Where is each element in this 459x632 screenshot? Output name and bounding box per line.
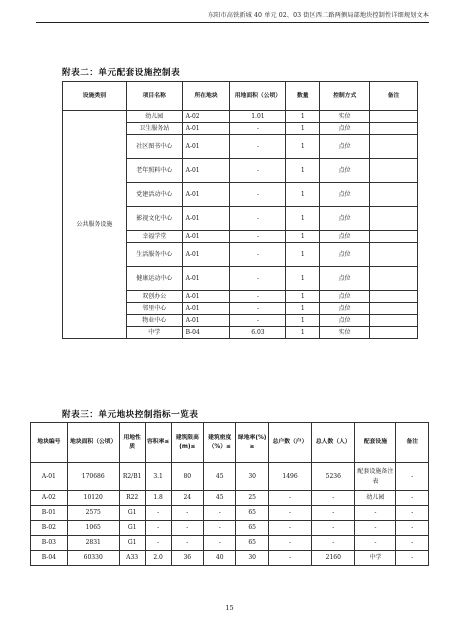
ctrl-cell: 点位	[320, 135, 370, 159]
table-row	[31, 521, 429, 536]
table-row	[31, 463, 429, 491]
cell: 2.0	[145, 551, 171, 566]
qty-cell: 1	[286, 315, 320, 327]
col-header: 项目名称	[126, 82, 182, 111]
cell: B-02	[31, 521, 68, 536]
cell: 中学	[355, 551, 396, 566]
cell: 配套设施备注表	[355, 463, 396, 491]
area-cell: -	[230, 291, 286, 303]
col-header: 容积率≤	[145, 423, 171, 463]
area-cell: -	[230, 315, 286, 327]
note-cell	[370, 183, 418, 207]
cell: 60330	[67, 551, 119, 566]
cell: -	[312, 506, 355, 521]
cell: G1	[119, 521, 145, 536]
table3-title: 附表三：单元地块控制指标一览表	[62, 410, 199, 420]
cell: -	[145, 521, 171, 536]
cell: 30	[236, 551, 268, 566]
cell: A-01	[31, 463, 68, 491]
note-cell	[370, 231, 418, 243]
cell: 65	[236, 536, 268, 551]
cell: -	[268, 491, 311, 506]
plot-cell: A-01	[182, 183, 230, 207]
cell: 5236	[312, 463, 355, 491]
area-cell: 6.03	[230, 327, 286, 339]
cell: 170686	[67, 463, 119, 491]
area-cell: -	[230, 267, 286, 291]
table2-title: 附表二：单元配套设施控制表	[62, 68, 181, 78]
cell: -	[312, 536, 355, 551]
col-header: 用地性质	[119, 423, 145, 463]
cell: B-01	[31, 506, 68, 521]
area-cell: -	[230, 135, 286, 159]
cell: -	[204, 521, 236, 536]
cell: -	[396, 536, 429, 551]
name-cell: 健康运动中心	[126, 267, 182, 291]
cell: 2160	[312, 551, 355, 566]
ctrl-cell: 点位	[320, 123, 370, 135]
cell: -	[396, 463, 429, 491]
cell: 65	[236, 506, 268, 521]
cell: -	[171, 536, 203, 551]
cell: 25	[236, 491, 268, 506]
table-row	[31, 491, 429, 506]
area-cell: -	[230, 159, 286, 183]
col-header: 用地面积（公顷）	[230, 82, 286, 111]
cell: G1	[119, 506, 145, 521]
cell: -	[396, 551, 429, 566]
note-cell	[370, 243, 418, 267]
plot-cell: B-04	[182, 327, 230, 339]
cell: 幼儿园	[355, 491, 396, 506]
table-row	[63, 111, 418, 123]
col-header: 设施类别	[63, 82, 127, 111]
cell: -	[312, 491, 355, 506]
col-header: 数量	[286, 82, 320, 111]
cell: -	[204, 506, 236, 521]
qty-cell: 1	[286, 291, 320, 303]
cell: 2575	[67, 506, 119, 521]
col-header: 所在地块	[182, 82, 230, 111]
ctrl-cell: 点位	[320, 303, 370, 315]
note-cell	[370, 327, 418, 339]
plot-cell: A-01	[182, 267, 230, 291]
name-cell: 社区图书中心	[126, 135, 182, 159]
area-cell: -	[230, 303, 286, 315]
cell: 2831	[67, 536, 119, 551]
name-cell: 双创办公	[126, 291, 182, 303]
qty-cell: 1	[286, 135, 320, 159]
name-cell: 幸福学堂	[126, 231, 182, 243]
cell: -	[396, 491, 429, 506]
cell: 80	[171, 463, 203, 491]
cell: -	[268, 521, 311, 536]
cell: 40	[204, 551, 236, 566]
name-cell: 生活服务中心	[126, 243, 182, 267]
cell: -	[355, 506, 396, 521]
ctrl-cell: 点位	[320, 315, 370, 327]
ctrl-cell: 点位	[320, 267, 370, 291]
name-cell: 老年照料中心	[126, 159, 182, 183]
table-row	[31, 506, 429, 521]
cell: 1.8	[145, 491, 171, 506]
plot-cell: A-01	[182, 303, 230, 315]
qty-cell: 1	[286, 111, 320, 123]
cell: A-02	[31, 491, 68, 506]
plot-cell: A-01	[182, 159, 230, 183]
cell: R2/B1	[119, 463, 145, 491]
facilities-table	[62, 81, 418, 339]
cell: R22	[119, 491, 145, 506]
area-cell: 1.01	[230, 111, 286, 123]
col-header: 备注	[370, 82, 418, 111]
plot-cell: A-01	[182, 243, 230, 267]
table-row	[31, 551, 429, 566]
ctrl-cell: 实位	[320, 327, 370, 339]
document-header: 东阳市高铁新城 40 单元 02、03 街区西二路两侧局部地块控制性详细规划文本	[207, 12, 429, 19]
table-row	[31, 536, 429, 551]
cell: -	[171, 506, 203, 521]
plot-cell: A-01	[182, 207, 230, 231]
plot-cell: A-02	[182, 111, 230, 123]
note-cell	[370, 111, 418, 123]
ctrl-cell: 点位	[320, 291, 370, 303]
cell: A33	[119, 551, 145, 566]
cell: B-04	[31, 551, 68, 566]
plot-cell: A-01	[182, 231, 230, 243]
qty-cell: 1	[286, 267, 320, 291]
note-cell	[370, 315, 418, 327]
area-cell: -	[230, 231, 286, 243]
cell: 24	[171, 491, 203, 506]
qty-cell: 1	[286, 159, 320, 183]
cell: -	[268, 551, 311, 566]
cell: 65	[236, 521, 268, 536]
name-cell: 中学	[126, 327, 182, 339]
cell: 36	[171, 551, 203, 566]
cell: -	[396, 506, 429, 521]
note-cell	[370, 267, 418, 291]
col-header: 绿地率(%)≥	[236, 423, 268, 463]
note-cell	[370, 207, 418, 231]
note-cell	[370, 159, 418, 183]
cell: 1496	[268, 463, 311, 491]
cell: 1065	[67, 521, 119, 536]
qty-cell: 1	[286, 231, 320, 243]
cell: 45	[204, 463, 236, 491]
col-header: 地块编号	[31, 423, 68, 463]
ctrl-cell: 点位	[320, 231, 370, 243]
qty-cell: 1	[286, 123, 320, 135]
note-cell	[370, 135, 418, 159]
name-cell: 卫生服务站	[126, 123, 182, 135]
name-cell: 物业中心	[126, 315, 182, 327]
col-header: 地块面积（公顷）	[67, 423, 119, 463]
cell: 10120	[67, 491, 119, 506]
page-number: 15	[225, 604, 234, 612]
col-header: 总人数（人）	[312, 423, 355, 463]
cell: 30	[236, 463, 268, 491]
col-header: 备注	[396, 423, 429, 463]
area-cell: -	[230, 207, 286, 231]
ctrl-cell: 点位	[320, 243, 370, 267]
plot-cell: A-01	[182, 123, 230, 135]
area-cell: -	[230, 243, 286, 267]
cell: 45	[204, 491, 236, 506]
name-cell: 幼儿园	[126, 111, 182, 123]
qty-cell: 1	[286, 183, 320, 207]
col-header: 总户数（户）	[268, 423, 311, 463]
ctrl-cell: 点位	[320, 183, 370, 207]
ctrl-cell: 实位	[320, 111, 370, 123]
cell: -	[268, 536, 311, 551]
note-cell	[370, 291, 418, 303]
cell: -	[355, 536, 396, 551]
qty-cell: 1	[286, 207, 320, 231]
category-cell: 公共服务设施	[63, 111, 127, 339]
plot-cell: A-01	[182, 315, 230, 327]
note-cell	[370, 303, 418, 315]
cell: -	[171, 521, 203, 536]
cell: -	[312, 521, 355, 536]
ctrl-cell: 点位	[320, 159, 370, 183]
cell: G1	[119, 536, 145, 551]
cell: B-03	[31, 536, 68, 551]
cell: -	[145, 536, 171, 551]
area-cell: -	[230, 183, 286, 207]
area-cell: -	[230, 123, 286, 135]
plot-cell: A-01	[182, 135, 230, 159]
qty-cell: 1	[286, 303, 320, 315]
col-header: 建筑密度（%）≤	[204, 423, 236, 463]
cell: -	[355, 521, 396, 536]
col-header: 建筑限高(m)≤	[171, 423, 203, 463]
cell: 3.1	[145, 463, 171, 491]
cell: -	[396, 521, 429, 536]
cell: -	[145, 506, 171, 521]
qty-cell: 1	[286, 243, 320, 267]
cell: -	[204, 536, 236, 551]
cell: -	[268, 506, 311, 521]
plot-indicators-table	[30, 422, 429, 566]
note-cell	[370, 123, 418, 135]
ctrl-cell: 点位	[320, 207, 370, 231]
name-cell: 影视文化中心	[126, 207, 182, 231]
name-cell: 邻里中心	[126, 303, 182, 315]
name-cell: 党建活动中心	[126, 183, 182, 207]
header-rule	[36, 22, 429, 23]
plot-cell: A-01	[182, 291, 230, 303]
qty-cell: 1	[286, 327, 320, 339]
col-header: 控制方式	[320, 82, 370, 111]
col-header: 配套设施	[355, 423, 396, 463]
